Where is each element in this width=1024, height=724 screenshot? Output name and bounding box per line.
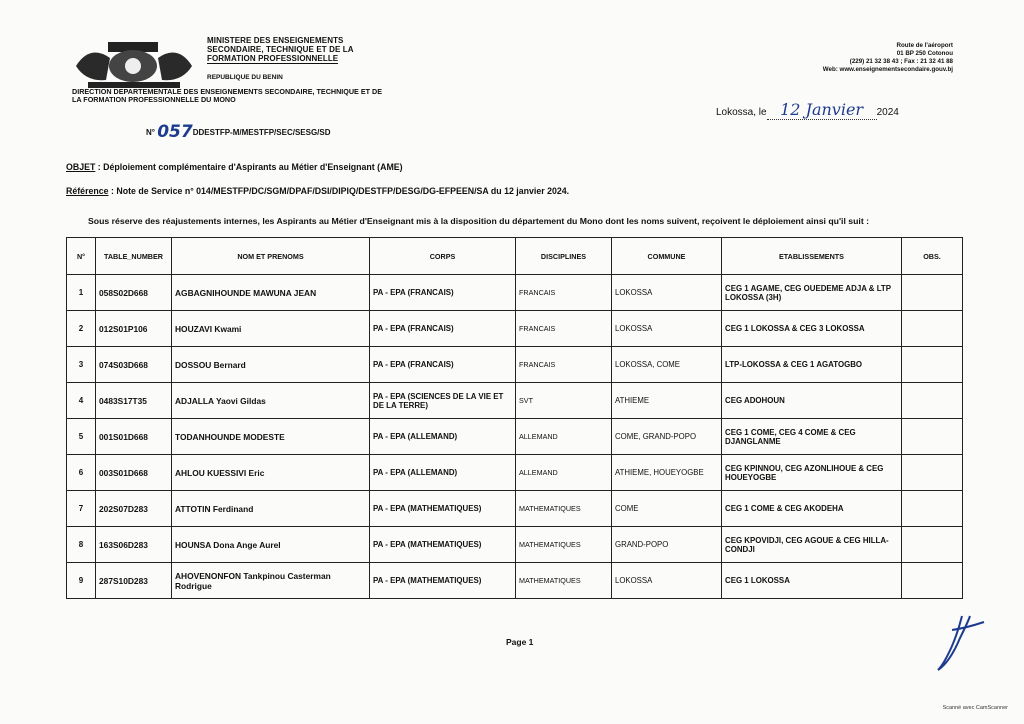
table-row [67,527,963,563]
cell-table-number: 058S02D668 [96,275,172,311]
cell-obs [902,563,963,599]
table-row [67,563,963,599]
year: 2024 [876,107,899,118]
cell-table-number: 0483S17T35 [96,383,172,419]
cell-corps: PA - EPA (MATHEMATIQUES) [370,563,516,599]
cell-table-number: 001S01D668 [96,419,172,455]
number-prefix: N° [146,128,155,137]
cell-num: 2 [67,311,96,347]
intro-paragraph: Sous réserve des réajustements internes, les Aspirants au Métier d'Enseignant mis à la disposition du département du Mono dont les noms suivent, reçoivent le déploiement ainsi qu'il suit : [88,216,870,226]
header-disciplines: DISCIPLINES [516,238,612,275]
cell-table-number: 163S06D283 [96,527,172,563]
table-row [67,275,963,311]
cell-num: 8 [67,527,96,563]
cell-etablissements: CEG 1 AGAME, CEG OUEDEME ADJA & LTP LOKOSSA (3H) [722,275,902,311]
table-row [67,347,963,383]
cell-table-number: 074S03D668 [96,347,172,383]
cell-obs [902,275,963,311]
cell-discipline: FRANCAIS [516,347,612,383]
handwritten-number: 057 [157,122,193,142]
cell-corps: PA - EPA (FRANCAIS) [370,311,516,347]
cell-table-number: 003S01D668 [96,455,172,491]
cell-commune: GRAND-POPO [612,527,722,563]
cell-name: TODANHOUNDE MODESTE [172,419,370,455]
header-etablissements: ETABLISSEMENTS [722,238,902,275]
cell-discipline: MATHEMATIQUES [516,491,612,527]
cell-obs [902,383,963,419]
cell-discipline: MATHEMATIQUES [516,563,612,599]
ministry-name [207,36,354,64]
cell-corps: PA - EPA (FRANCAIS) [370,275,516,311]
handwritten-signature [932,612,988,676]
ministry-line: MINISTERE DES ENSEIGNEMENTS [207,36,344,45]
header-num: N° [67,238,96,275]
cell-commune: COME [612,491,722,527]
scanner-watermark: Scanné avec CamScanner [942,705,1008,711]
cell-discipline: SVT [516,383,612,419]
cell-etablissements: CEG 1 LOKOSSA [722,563,902,599]
reference-label: Référence [66,186,109,196]
ministry-line: FORMATION PROFESSIONNELLE [207,54,339,63]
cell-discipline: FRANCAIS [516,275,612,311]
cell-obs [902,491,963,527]
cell-etablissements: CEG 1 COME, CEG 4 COME & CEG DJANGLANME [722,419,902,455]
address-line: Route de l'aéroport [896,42,953,49]
handwritten-date: 12 Janvier [767,100,877,120]
cell-name: AGBAGNIHOUNDE MAWUNA JEAN [172,275,370,311]
ministry-line: SECONDAIRE, TECHNIQUE ET DE LA [207,45,354,54]
cell-obs [902,527,963,563]
cell-name: HOUNSA Dona Ange Aurel [172,527,370,563]
cell-etablissements: CEG 1 LOKOSSA & CEG 3 LOKOSSA [722,311,902,347]
cell-num: 7 [67,491,96,527]
cell-obs [902,455,963,491]
deployment-table [66,237,963,599]
cell-etablissements: CEG ADOHOUN [722,383,902,419]
table-row [67,455,963,491]
reference-text: : Note de Service n° 014/MESTFP/DC/SGM/DPAF/DSI/DIPIQ/DESTFP/DESG/DG-EFPEEN/SA du 12 janvier 2024. [108,186,570,196]
cell-num: 4 [67,383,96,419]
cell-corps: PA - EPA (SCIENCES DE LA VIE ET DE LA TERRE) [370,383,516,419]
cell-discipline: FRANCAIS [516,311,612,347]
cell-num: 3 [67,347,96,383]
place-label: Lokossa, le [716,107,767,118]
cell-table-number: 202S07D283 [96,491,172,527]
cell-obs [902,311,963,347]
cell-name: ADJALLA Yaovi Gildas [172,383,370,419]
address-block [823,42,953,74]
cell-corps: PA - EPA (MATHEMATIQUES) [370,491,516,527]
cell-num: 5 [67,419,96,455]
cell-corps: PA - EPA (ALLEMAND) [370,455,516,491]
document-number [146,122,331,142]
cell-name: HOUZAVI Kwami [172,311,370,347]
cell-corps: PA - EPA (ALLEMAND) [370,419,516,455]
cell-commune: COME, GRAND-POPO [612,419,722,455]
cell-commune: LOKOSSA [612,275,722,311]
direction-line: DIRECTION DEPARTEMENTALE DES ENSEIGNEMENTS SECONDAIRE, TECHNIQUE ET DE [72,87,383,96]
page-number: Page 1 [506,637,534,647]
address-line: 01 BP 250 Cotonou [896,50,953,57]
cell-num: 6 [67,455,96,491]
cell-discipline: ALLEMAND [516,419,612,455]
cell-name: DOSSOU Bernard [172,347,370,383]
address-line: Web: www.enseignementsecondaire.gouv.bj [822,66,953,73]
header-corps: CORPS [370,238,516,275]
table-row [67,383,963,419]
reference-line [66,186,569,196]
cell-name: AHOVENONFON Tankpinou Casterman Rodrigue [172,563,370,599]
table-header-row [67,238,963,275]
subject-line [66,162,403,172]
cell-commune: LOKOSSA [612,311,722,347]
republic-label: REPUBLIQUE DU BENIN [207,74,283,81]
cell-num: 9 [67,563,96,599]
cell-etablissements: CEG 1 COME & CEG AKODEHA [722,491,902,527]
cell-etablissements: CEG KPOVIDJI, CEG AGOUE & CEG HILLA-CONDJI [722,527,902,563]
place-date [716,100,899,120]
cell-discipline: ALLEMAND [516,455,612,491]
cell-commune: LOKOSSA [612,563,722,599]
table-row [67,311,963,347]
cell-etablissements: CEG KPINNOU, CEG AZONLIHOUE & CEG HOUEYOGBE [722,455,902,491]
cell-obs [902,419,963,455]
cell-corps: PA - EPA (MATHEMATIQUES) [370,527,516,563]
coat-of-arms-emblem [68,36,200,92]
cell-table-number: 287S10D283 [96,563,172,599]
header-obs: OBS. [902,238,963,275]
subject-label: OBJET [66,162,96,172]
cell-discipline: MATHEMATIQUES [516,527,612,563]
cell-etablissements: LTP-LOKOSSA & CEG 1 AGATOGBO [722,347,902,383]
cell-corps: PA - EPA (FRANCAIS) [370,347,516,383]
direction-name [72,88,382,104]
subject-text: : Déploiement complémentaire d'Aspirants au Métier d'Enseignant (AME) [95,162,403,172]
header-table-number: TABLE_NUMBER [96,238,172,275]
cell-obs [902,347,963,383]
cell-name: ATTOTIN Ferdinand [172,491,370,527]
header-name: NOM ET PRENOMS [172,238,370,275]
cell-name: AHLOU KUESSIVI Eric [172,455,370,491]
number-suffix: DDESTFP-M/MESTFP/SEC/SESG/SD [192,128,331,137]
cell-commune: LOKOSSA, COME [612,347,722,383]
direction-line: LA FORMATION PROFESSIONNELLE DU MONO [72,95,236,104]
cell-num: 1 [67,275,96,311]
cell-commune: ATHIEME [612,383,722,419]
address-line: (229) 21 32 38 43 ; Fax : 21 32 41 88 [849,58,953,65]
cell-table-number: 012S01P106 [96,311,172,347]
header-commune: COMMUNE [612,238,722,275]
table-row [67,491,963,527]
table-row [67,419,963,455]
cell-commune: ATHIEME, HOUEYOGBE [612,455,722,491]
